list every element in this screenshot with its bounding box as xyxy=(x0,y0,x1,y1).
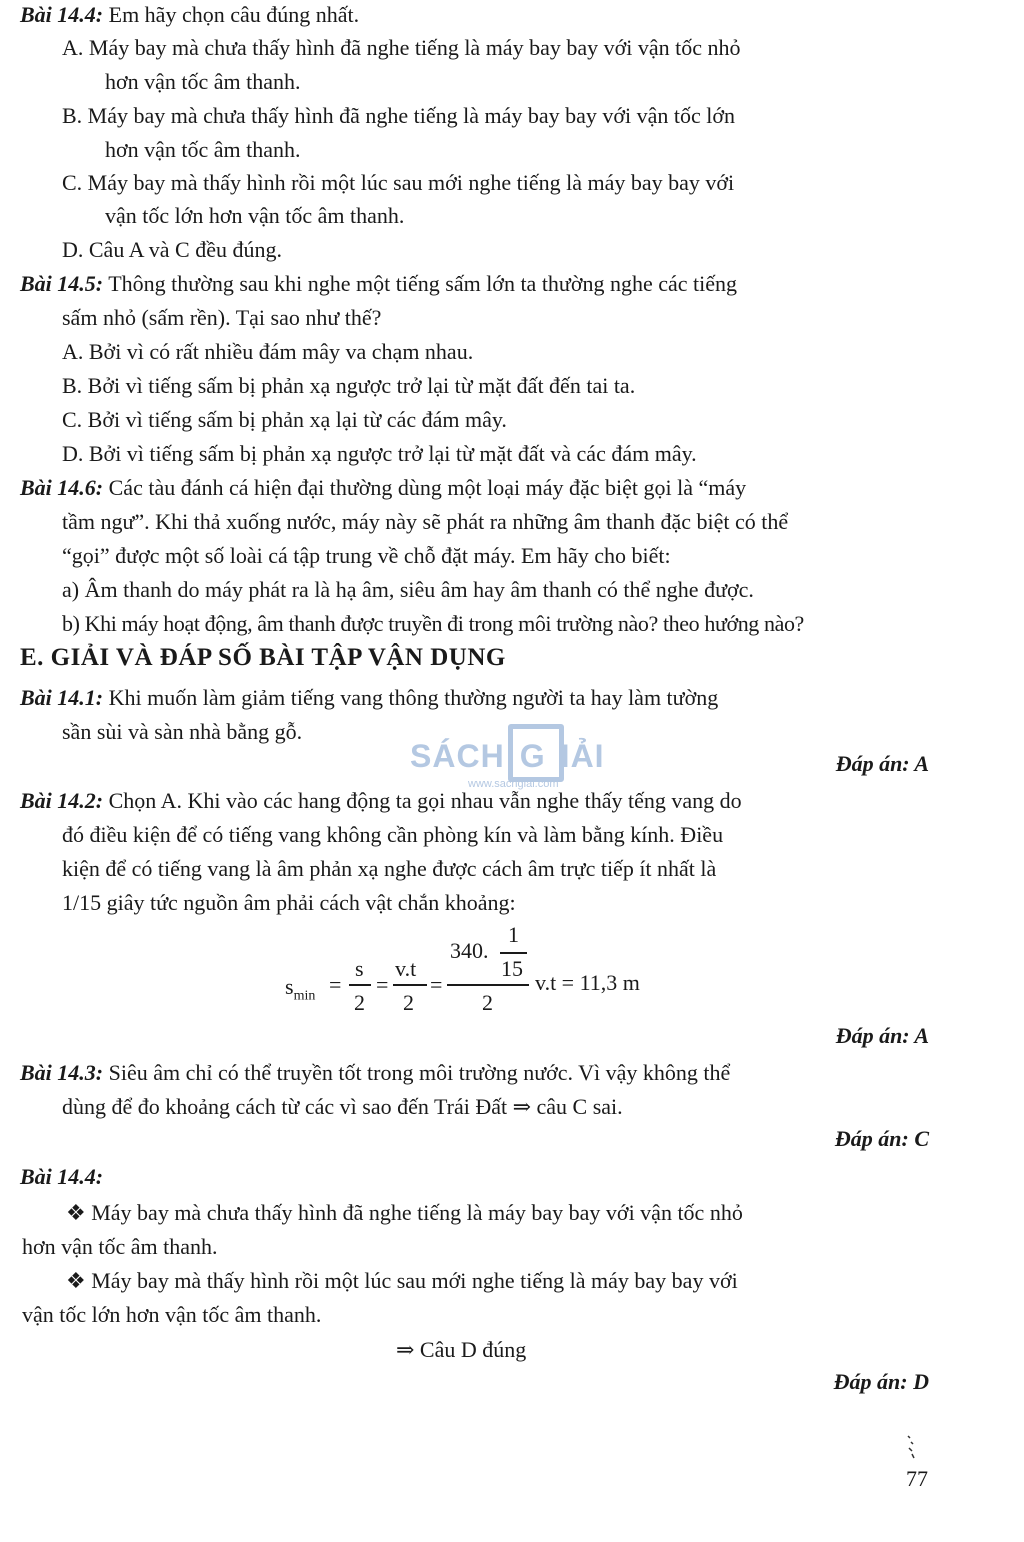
option-b-line: B. Máy bay mà chưa thấy hình đã nghe tiếng là máy bay bay với vận tốc lớn xyxy=(62,103,736,128)
bullet-point-1-cont: hơn vận tốc âm thanh. xyxy=(22,1234,218,1259)
bullet-point-1: ❖ Máy bay mà chưa thấy hình đã nghe tiếng là máy bay bay với vận tốc nhỏ xyxy=(66,1200,743,1225)
watermark-text: SÁCH G IẢI xyxy=(410,738,605,774)
conclusion-line: ⇒ Câu D đúng xyxy=(396,1337,527,1362)
page-number: 77 xyxy=(906,1466,928,1491)
solution-14-1-title: Bài 14.1: Khi muốn làm giảm tiếng vang thông thường người ta hay làm tường xyxy=(20,685,719,710)
solution-14-4-title: Bài 14.4: xyxy=(20,1164,104,1189)
option-c-line: C. Bởi vì tiếng sấm bị phản xạ lại từ các đám mây. xyxy=(62,407,507,432)
watermark-url: www.sachgiai.com xyxy=(468,778,559,790)
fraction-3-numerator: 340. xyxy=(450,938,489,963)
fraction-2-bar xyxy=(393,984,427,986)
answer-14-1: Đáp án: A xyxy=(835,751,929,776)
option-a-line: A. Bởi vì có rất nhiều đám mây va chạm nhau. xyxy=(62,339,474,364)
bullet-point-2-cont: vận tốc lớn hơn vận tốc âm thanh. xyxy=(22,1302,322,1327)
inner-fraction-numerator: 1 xyxy=(508,922,519,947)
option-c-line: C. Máy bay mà thấy hình rồi một lúc sau mới nghe tiếng là máy bay bay với xyxy=(62,170,735,195)
exercise-14-6-cont: tầm ngư”. Khi thả xuống nước, máy này sẽ phát ra những âm thanh đặc biệt có thể xyxy=(62,509,789,534)
sachgiai-watermark-logo xyxy=(410,722,620,790)
distance-formula xyxy=(285,922,705,1020)
fraction-2-denominator: 2 xyxy=(403,990,414,1015)
exercise-14-6-cont: “gọi” được một số loài cá tập trung về chỗ đặt máy. Em hãy cho biết: xyxy=(62,543,671,568)
inner-fraction-bar xyxy=(500,952,527,954)
option-d-line: D. Bởi vì tiếng sấm bị phản xạ ngược trở lại từ mặt đất và các đám mây. xyxy=(62,441,697,466)
answer-14-3: Đáp án: C xyxy=(834,1126,929,1151)
inner-fraction-denominator: 15 xyxy=(501,956,523,981)
exercise-14-4-title: Bài 14.4: Em hãy chọn câu đúng nhất. xyxy=(20,2,360,27)
solution-14-2-cont: đó điều kiện để có tiếng vang không cần phòng kín và làm bằng kính. Điều xyxy=(62,822,724,847)
solution-14-2-cont: 1/15 giây tức nguồn âm phải cách vật chắn khoảng: xyxy=(62,890,516,915)
fraction-1-denominator: 2 xyxy=(354,990,365,1015)
question-b-line: b) Khi máy hoạt động, âm thanh được truyền đi trong môi trường nào? theo hướng nào? xyxy=(62,611,804,636)
watermark-box xyxy=(508,724,564,782)
formula-result: v.t = 11,3 m xyxy=(535,970,640,995)
answer-14-2: Đáp án: A xyxy=(835,1023,929,1048)
solution-14-1-cont: sần sùi và sàn nhà bằng gỗ. xyxy=(62,719,303,744)
option-a-line: A. Máy bay mà chưa thấy hình đã nghe tiếng là máy bay bay với vận tốc nhỏ xyxy=(62,35,741,60)
option-c-cont: vận tốc lớn hơn vận tốc âm thanh. xyxy=(105,203,405,228)
fraction-1-bar xyxy=(349,984,371,986)
fraction-3-denominator: 2 xyxy=(482,990,493,1015)
formula-equals: = xyxy=(329,972,342,997)
ornament-mark xyxy=(905,1434,919,1464)
answer-14-4: Đáp án: D xyxy=(833,1369,929,1394)
section-heading: E. GIẢI VÀ ĐÁP SỐ BÀI TẬP VẬN DỤNG xyxy=(20,644,506,671)
exercise-14-6-title: Bài 14.6: Các tàu đánh cá hiện đại thường dùng một loại máy đặc biệt gọi là “máy xyxy=(20,475,747,500)
exercise-14-5-title: Bài 14.5: Thông thường sau khi nghe một tiếng sấm lớn ta thường nghe các tiếng xyxy=(20,271,738,296)
bullet-point-2: ❖ Máy bay mà thấy hình rồi một lúc sau mới nghe tiếng là máy bay bay với xyxy=(66,1268,738,1293)
solution-14-2-cont: kiện để có tiếng vang là âm phản xạ nghe được cách âm trực tiếp ít nhất là xyxy=(62,856,717,881)
option-b-cont: hơn vận tốc âm thanh. xyxy=(105,137,301,162)
solution-14-3-title: Bài 14.3: Siêu âm chỉ có thể truyền tốt trong môi trường nước. Vì vậy không thể xyxy=(20,1060,731,1085)
formula-equals: = xyxy=(430,972,443,997)
fraction-1-numerator: s xyxy=(355,956,364,981)
formula-lhs: $s_{min}$ xyxy=(285,974,316,1004)
fraction-3-bar xyxy=(447,984,529,986)
formula-equals: = xyxy=(376,972,389,997)
solution-14-2-title: Bài 14.2: Chọn A. Khi vào các hang động ta gọi nhau vẫn nghe thấy tếng vang do xyxy=(20,788,742,813)
option-b-line: B. Bởi vì tiếng sấm bị phản xạ ngược trở lại từ mặt đất đến tai ta. xyxy=(62,373,636,398)
option-d-line: D. Câu A và C đều đúng. xyxy=(62,237,282,262)
option-a-cont: hơn vận tốc âm thanh. xyxy=(105,69,301,94)
solution-14-3-cont: dùng để đo khoảng cách từ các vì sao đến Trái Đất ⇒ câu C sai. xyxy=(62,1094,623,1119)
exercise-14-5-cont: sấm nhỏ (sấm rền). Tại sao như thế? xyxy=(62,305,382,330)
question-a-line: a) Âm thanh do máy phát ra là hạ âm, siêu âm hay âm thanh có thể nghe được. xyxy=(62,577,754,602)
fraction-2-numerator: v.t xyxy=(395,956,417,981)
